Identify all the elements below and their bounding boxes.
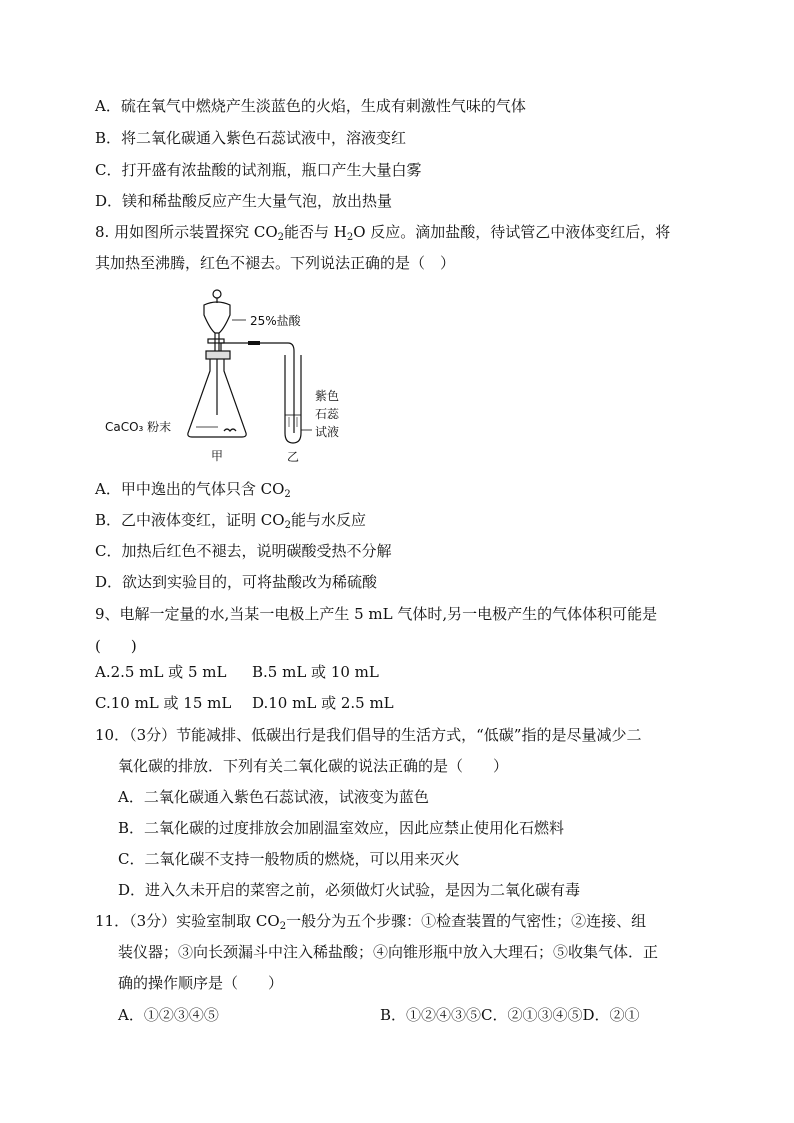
q11-stem-line1: 11．（3分）实验室制取 $CO_2$一般分为五个步骤：①检查装置的气密性；②连接、组 [95, 912, 647, 932]
acid-label: 25%盐酸 [250, 314, 301, 328]
q11-option-a: A．①②③④⑤ [118, 1006, 219, 1024]
q10-option-a: A．二氧化碳通入紫色石蕊试液，试液变为蓝色 [118, 788, 429, 806]
funnel-stopper [213, 290, 221, 298]
q7-option-a: A．硫在氧气中燃烧产生淡蓝色的火焰，生成有刺激性气味的气体 [95, 97, 526, 115]
litmus-label-1: 紫色 [315, 389, 340, 403]
q7-option-c: C．打开盛有浓盐酸的试剂瓶，瓶口产生大量白雾 [95, 161, 422, 179]
rubber-stopper [206, 351, 230, 359]
q9-option-d: D.10 mL 或 2.5 mL [252, 694, 394, 712]
delivery-tube [221, 343, 294, 433]
tube-label: 乙 [286, 450, 300, 464]
powder-mark [224, 429, 236, 431]
litmus-label-2: 石蕊 [315, 407, 340, 421]
stopcock [208, 339, 224, 343]
q7-option-d: D．镁和稀盐酸反应产生大量气泡，放出热量 [95, 192, 393, 210]
q8-stem-line2: 其加热至沸腾，红色不褪去。下列说法正确的是（ ） [95, 254, 456, 272]
q8-option-b: B．乙中液体变红，证明 $CO_2$能与水反应 [95, 511, 366, 531]
q9-option-c: C.10 mL 或 15 mL [95, 694, 232, 712]
q11-stem-line2: 装仪器；③向长颈漏斗中注入稀盐酸；④向锥形瓶中放入大理石；⑤收集气体．正 [118, 943, 659, 961]
q10-option-b: B．二氧化碳的过度排放会加剧温室效应，因此应禁止使用化石燃料 [118, 819, 565, 837]
q11-options-bcd: B．①②④③⑤C．②①③④⑤D．②① [380, 1006, 640, 1024]
q11-stem-line3: 确的操作顺序是（ ） [118, 974, 284, 992]
q10-option-c: C．二氧化碳不支持一般物质的燃烧，可以用来灭火 [118, 850, 460, 868]
q10-option-d: D．进入久未开启的菜窖之前，必须做灯火试验，是因为二氧化碳有毒 [118, 881, 581, 899]
powder-label: CaCO₃ 粉末 [105, 420, 172, 434]
q8-stem-line1: 8. 用如图所示装置探究 $CO_2$能否与 $H_2O$ 反应。滴加盐酸，待试管乙中液体变红后，将 [95, 223, 671, 243]
litmus-label-3: 试液 [315, 425, 340, 439]
q8-option-c: C．加热后红色不褪去，说明碳酸受热不分解 [95, 542, 392, 560]
q9-option-a: A.2.5 mL 或 5 mL [95, 663, 227, 681]
test-tube [285, 355, 301, 443]
separatory-funnel [204, 302, 230, 333]
q9-stem: 9、电解一定量的水,当某一电极上产生 5 mL 气体时,另一电极产生的气体体积可能是 [95, 605, 658, 623]
q10-stem-line1: 10．（3分）节能减排、低碳出行是我们倡导的生活方式，“低碳”指的是尽量减少二 [95, 726, 642, 744]
q8-option-a: A．甲中逸出的气体只含 $CO_2$ [95, 480, 291, 500]
q7-option-b: B．将二氧化碳通入紫色石蕊试液中，溶液变红 [95, 129, 407, 147]
apparatus-figure [100, 285, 360, 465]
q8-option-d: D．欲达到实验目的，可将盐酸改为稀硫酸 [95, 573, 378, 591]
q9-option-b: B.5 mL 或 10 mL [252, 663, 379, 681]
q9-paren: ( ) [95, 637, 137, 655]
flask-label: 甲 [210, 449, 224, 463]
q10-stem-line2: 氧化碳的排放．下列有关二氧化碳的说法正确的是（ ） [118, 757, 509, 775]
